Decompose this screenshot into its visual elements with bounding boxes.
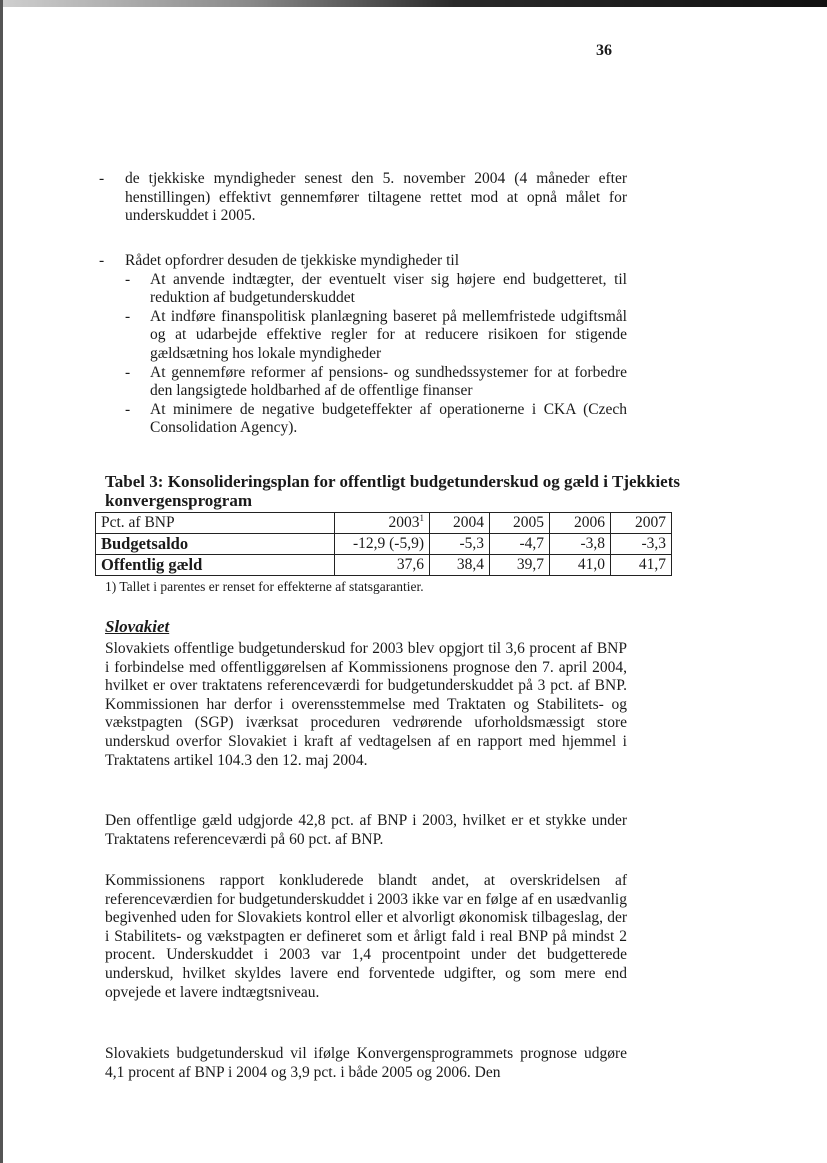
table-cell: 41,0	[550, 555, 611, 576]
table-col-header: 2006	[550, 513, 611, 534]
page-number: 36	[596, 42, 612, 59]
table-cell: -4,7	[490, 534, 550, 555]
table-title: Tabel 3: Konsolideringsplan for offentligt budgetunderskud og gæld i Tjekkiets konvergensprogram	[105, 472, 680, 510]
table-header-label: Pct. af BNP	[96, 513, 335, 534]
table-cell: -3,8	[550, 534, 611, 555]
table-row	[96, 534, 672, 555]
paragraph: Den offentlige gæld udgjorde 42,8 pct. af BNP i 2003, hvilket er et stykke under Traktatens referenceværdi på 60 pct. af BNP.	[105, 812, 627, 848]
table-cell: -3,3	[611, 534, 672, 555]
sub-bullet-item: - At minimere de negative budgeteffekter af operationerne i CKA (Czech Consolidation Agency).	[105, 401, 627, 438]
paragraph: Slovakiets offentlige budgetunderskud for 2003 blev opgjort til 3,6 procent af BNP i forbindelse med offentliggørelsen af Kommissionens prognose den 7. april 2004, hvilket er over traktatens referenceværdi for budgetunderskuddet på 3 pct. af BNP. Kommissionen har derfor i overensstemmelse med Traktaten og Stabilitets- og vækstpagten (SGP) iværksat proceduren vedrørende uforholdsmæssigt store underskud overfor Slovakiet i kraft af vedtagelsen af en rapport med hjemmel i Traktatens artikel 104.3 den 12. maj 2004.	[105, 640, 627, 769]
table-header-row	[96, 513, 672, 534]
table-cell: 37,6	[335, 555, 430, 576]
section-heading: Slovakiet	[105, 617, 170, 636]
table-col-header: 2003$^1$	[335, 513, 430, 534]
budget-table	[95, 512, 672, 576]
scan-left-border	[0, 0, 3, 1163]
bullet-item: - de tjekkiske myndigheder senest den 5. november 2004 (4 måneder efter henstillingen) effektivt gennemfører tiltagene rettet mod at opnå målet for underskuddet i 2005.	[105, 170, 627, 226]
sub-bullet-item: - At anvende indtægter, der eventuelt viser sig højere end budgetteret, til reduktion af budgetunderskuddet	[105, 271, 627, 308]
paragraph: Slovakiets budgetunderskud vil ifølge Konvergensprogrammets prognose udgøre 4,1 procent af BNP i 2004 og 3,9 pct. i både 2005 og 2006. Den	[105, 1045, 627, 1081]
sub-bullet-item: - At gennemføre reformer af pensions- og sundhedssystemer for at forbedre den langsigtede holdbarhed af de offentlige finanser	[105, 364, 627, 401]
paragraph: Kommissionens rapport konkluderede blandt andet, at overskridelsen af referenceværdien for budgetunderskuddet i 2003 ikke var en følge af en usædvanlig begivenhed uden for Slovakiets kontrol eller et alvorligt økonomisk tilbageslag, der i Stabilitets- og vækstpagten er defineret som et årligt fald i real BNP på mindst 2 procent. Underskuddet i 2003 var 1,4 procentpoint under det budgetterede underskud, hvilket skyldes lavere end forventede udgifter, og som mere end opvejede et lavere indtægtsniveau.	[105, 872, 627, 1001]
bullet-block-1	[105, 170, 627, 226]
table-cell: -12,9 (-5,9)	[335, 534, 430, 555]
table-row-label: Budgetsaldo	[96, 534, 335, 555]
table-row	[96, 555, 672, 576]
table-footnote: 1) Tallet i parentes er renset for effekterne af statsgarantier.	[105, 579, 424, 594]
scan-top-border	[0, 0, 827, 7]
table-col-header: 2007	[611, 513, 672, 534]
table-cell: 38,4	[430, 555, 490, 576]
table-col-header: 2004	[430, 513, 490, 534]
table-cell: 41,7	[611, 555, 672, 576]
table-col-header: 2005	[490, 513, 550, 534]
table-row-label: Offentlig gæld	[96, 555, 335, 576]
table-cell: -5,3	[430, 534, 490, 555]
sub-bullet-item: - At indføre finanspolitisk planlægning baseret på mellemfristede udgiftsmål og at udarbejde effektive regler for at reducere risikoen for stigende gældsætning hos lokale myndigheder	[105, 308, 627, 364]
bullet-block-2	[105, 252, 627, 438]
bullet-item: - Rådet opfordrer desuden de tjekkiske myndigheder til	[105, 252, 627, 271]
table-cell: 39,7	[490, 555, 550, 576]
